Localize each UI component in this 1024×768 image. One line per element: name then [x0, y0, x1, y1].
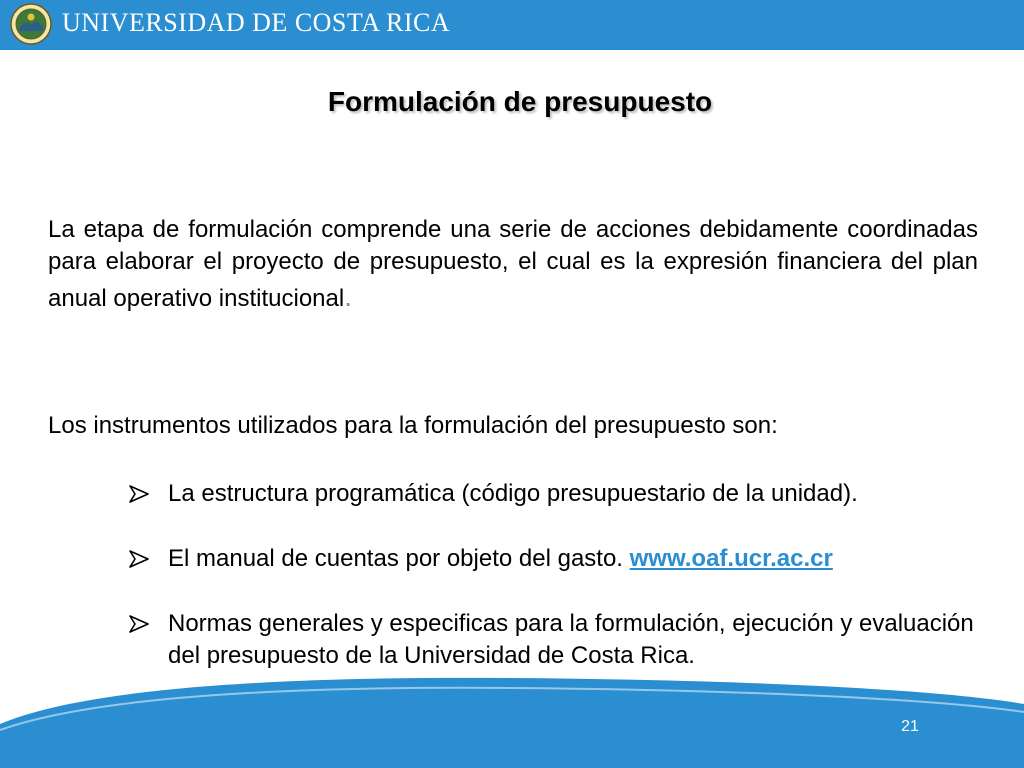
list-item-text: El manual de cuentas por objeto del gasto. — [168, 545, 630, 573]
header-bar — [0, 0, 1024, 50]
intro-paragraph-text: La etapa de formulación comprende una serie de acciones debidamente coordinadas para elaborar el proyecto de presupuesto, el cual es la expresión financiera del plan anual operativo institucional — [48, 216, 978, 313]
arrow-bullet-icon — [128, 549, 150, 569]
university-brand: UNIVERSIDAD DE COSTA RICA — [62, 8, 451, 37]
oaf-link[interactable]: www.oaf.ucr.ac.cr — [629, 545, 833, 573]
arrow-bullet-icon — [128, 484, 150, 504]
university-seal-icon — [10, 3, 52, 45]
instruments-list — [128, 478, 1008, 673]
list-item-text: Normas generales y especificas para la formulación, ejecución y evaluación del presupuesto de la Universidad de Costa Rica. — [168, 610, 974, 670]
list-item — [128, 478, 1008, 510]
intro-paragraph-end: . — [344, 281, 352, 313]
instruments-intro: Los instrumentos utilizados para la formulación del presupuesto son: — [48, 412, 778, 439]
page-number: 21 — [901, 718, 919, 735]
list-item — [128, 543, 1008, 575]
list-item — [128, 608, 1008, 672]
footer-wave — [0, 672, 1024, 768]
list-item-text: La estructura programática (código presupuestario de la unidad). — [168, 480, 858, 507]
intro-paragraph — [48, 214, 978, 316]
slide-title: Formulación de presupuesto — [327, 86, 713, 117]
arrow-bullet-icon — [128, 614, 150, 634]
